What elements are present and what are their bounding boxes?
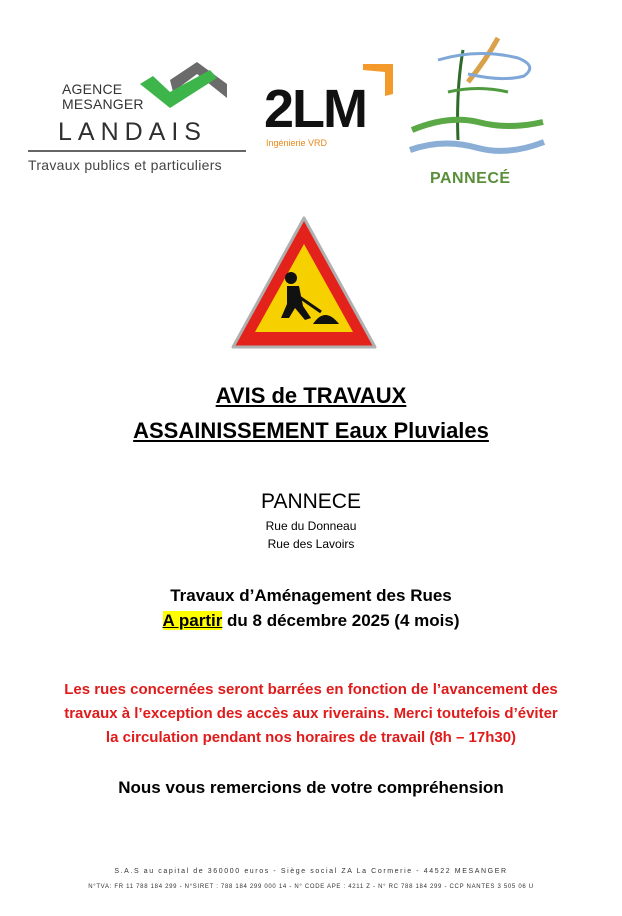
thanks-message: Nous vous remercions de votre compréhension <box>118 778 504 797</box>
roadworks-warning-sign-icon <box>229 214 379 352</box>
footer-registration-info: N°TVA: FR 11 788 184 299 - N°SIRET : 788 184 299 000 14 - N° CODE APE : 4211 Z - N° RC 788 184 299 - CCP NANTES 3 505 06 U <box>88 884 534 890</box>
warning-line-2: travaux à l’exception des accès aux riverains. Merci toutefois d’éviter <box>64 705 558 722</box>
lm-subtitle: Ingénierie VRD <box>266 138 328 148</box>
pannece-landscape-icon <box>408 30 548 170</box>
title-line2: ASSAINISSEMENT Eaux Pluviales <box>133 418 489 443</box>
landais-tagline: Travaux publics et particuliers <box>28 157 222 173</box>
landais-logo <box>0 0 250 180</box>
works-description: Travaux d’Aménagement des Rues <box>170 586 452 605</box>
landais-name: LANDAIS <box>58 118 207 146</box>
warning-line-3: la circulation pendant nos horaires de travail (8h – 17h30) <box>105 729 517 746</box>
street-2: Rue des Lavoirs <box>267 537 355 551</box>
title-line1: AVIS de TRAVAUX <box>215 383 407 408</box>
landais-divider <box>28 150 246 152</box>
landais-mesanger-line: MESANGER <box>62 96 144 112</box>
start-highlight: A partir <box>162 611 223 630</box>
works-start-date <box>0 609 622 633</box>
street-1: Rue du Donneau <box>265 519 357 533</box>
landais-check-icon <box>135 62 235 112</box>
footer-company-info: S.A.S au capital de 360000 euros - Siège social ZA La Cormerie - 44522 MESANGER <box>114 868 508 875</box>
landais-agence-line: AGENCE <box>62 81 123 97</box>
place-name: PANNECE <box>261 490 361 513</box>
warning-line-1: Les rues concernées seront barrées en fonction de l’avancement des <box>64 681 558 698</box>
start-rest: du 8 décembre 2025 (4 mois) <box>222 611 460 630</box>
landais-agence-text <box>62 82 144 112</box>
lm-orange-arrow-icon <box>363 62 395 98</box>
pannece-name: PANNECÉ <box>430 170 511 187</box>
lm-name: 2LM <box>264 79 366 139</box>
